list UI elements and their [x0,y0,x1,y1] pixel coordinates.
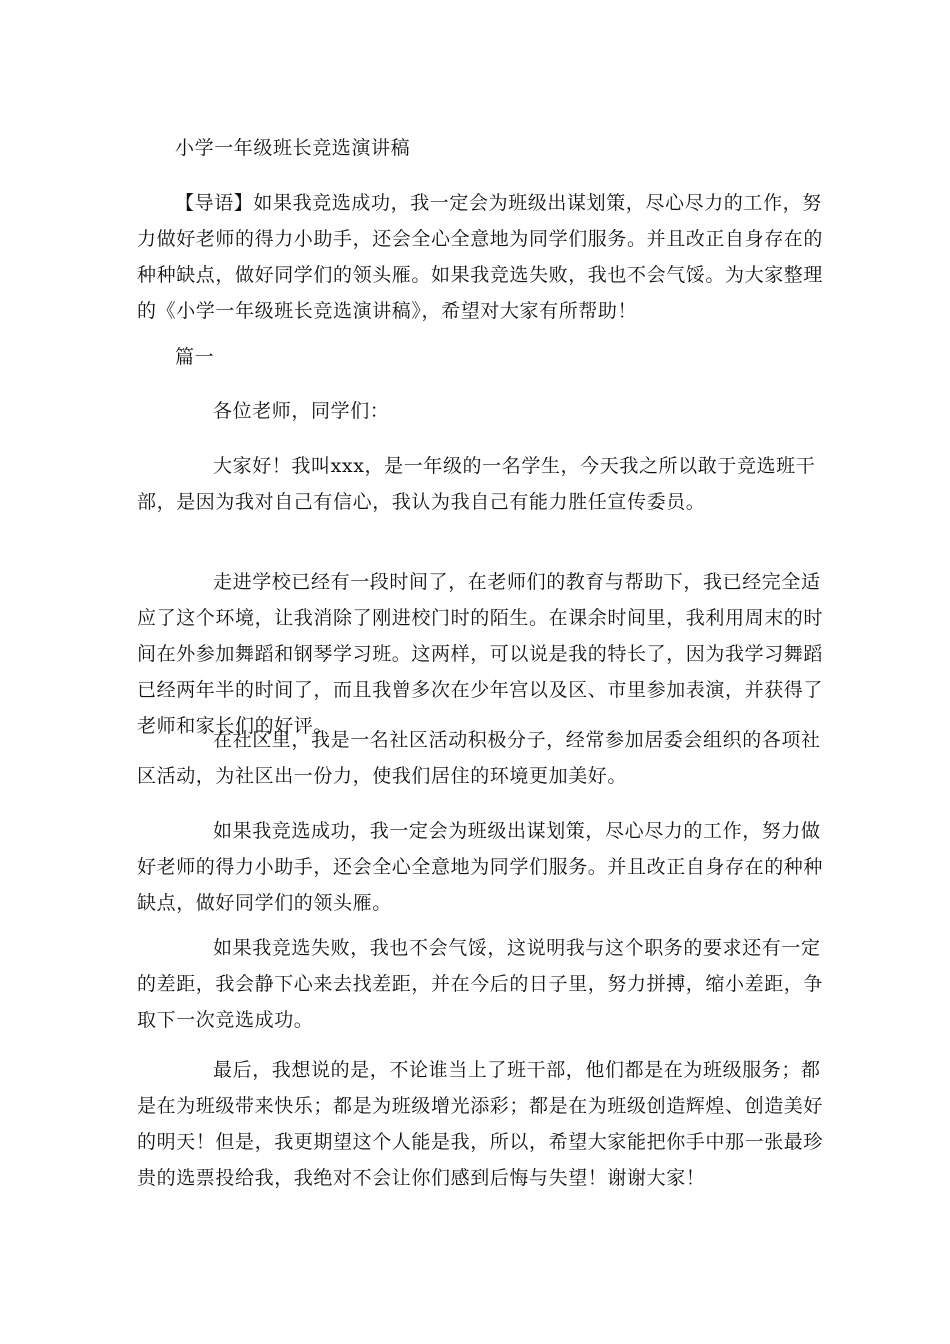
paragraph-line: 最后，我想说的是，不论谁当上了班干部，他们都是在为班级服务；都 [213,1059,821,1081]
paragraph-line: 走进学校已经有一段时间了，在老师们的教育与帮助下，我已经完全适 [213,571,821,593]
paragraph-line: 贵的选票投给我，我绝对不会让你们感到后悔与失望！谢谢大家！ [137,1167,706,1189]
paragraph-line: 的差距，我会静下心来去找差距，并在今后的日子里，努力拼搏，缩小差距，争 [137,973,824,995]
paragraph-line: 间在外参加舞蹈和钢琴学习班。这两样，可以说是我的特长了，因为我学习舞蹈 [137,643,824,665]
intro-line: 【导语】如果我竞选成功，我一定会为班级出谋划策，尽心尽力的工作，努 [175,192,822,214]
intro-line: 力做好老师的得力小助手，还会全心全意地为同学们服务。并且改正自身存在的 [137,228,824,250]
paragraph-line: 如果我竞选失败，我也不会气馁，这说明我与这个职务的要求还有一定 [213,937,821,959]
body-paragraph [137,564,824,744]
salutation-text: 各位老师，同学们： [213,400,390,422]
intro-paragraph [137,185,824,329]
paragraph-line: 应了这个环境，让我消除了刚进校门时的陌生。在课余时间里，我利用周末的时 [137,607,824,629]
paragraph-line: 好老师的得力小助手，还会全心全意地为同学们服务。并且改正自身存在的种种 [137,856,824,878]
paragraph-line: 缺点，做好同学们的领头雁。 [137,892,392,914]
intro-line: 种种缺点，做好同学们的领头雁。如果我竞选失败，我也不会气馁。为大家整理 [137,264,824,286]
paragraph-line: 在社区里，我是一名社区活动积极分子，经常参加居委会组织的各项社 [213,729,821,751]
paragraph-line: 已经两年半的时间了，而且我曾多次在少年宫以及区、市里参加表演，并获得了 [137,679,824,701]
body-paragraph [137,448,816,520]
paragraph-line: 老师和家长们的好评。 [137,715,334,737]
intro-line: 的《小学一年级班长竞选演讲稿》，希望对大家有所帮助！ [137,300,638,322]
paragraph-line: 的明天！但是，我更期望这个人能是我，所以，希望大家能把你手中那一张最珍 [137,1131,824,1153]
title-text: 小学一年级班长竞选演讲稿 [175,137,411,159]
paragraph-line: 大家好！我叫xxx，是一年级的一名学生，今天我之所以敢于竞选班干 [213,455,816,477]
body-paragraph [137,930,824,1038]
section-heading-text: 篇一 [175,346,215,368]
paragraph-line: 是在为班级带来快乐；都是为班级增光添彩；都是在为班级创造辉煌、创造美好 [137,1095,824,1117]
salutation [137,393,809,429]
document-title [137,130,809,166]
paragraph-line: 取下一次竞选成功。 [137,1009,314,1031]
paragraph-line: 如果我竞选成功，我一定会为班级出谋划策，尽心尽力的工作，努力做 [213,820,821,842]
paragraph-line: 区活动，为社区出一份力，使我们居住的环境更加美好。 [137,765,628,787]
section-heading [137,339,809,375]
body-paragraph [137,813,824,921]
paragraph-line: 部，是因为我对自己有信心，我认为我自己有能力胜任宣传委员。 [137,491,706,513]
body-paragraph [137,1052,824,1196]
body-paragraph [137,722,821,794]
